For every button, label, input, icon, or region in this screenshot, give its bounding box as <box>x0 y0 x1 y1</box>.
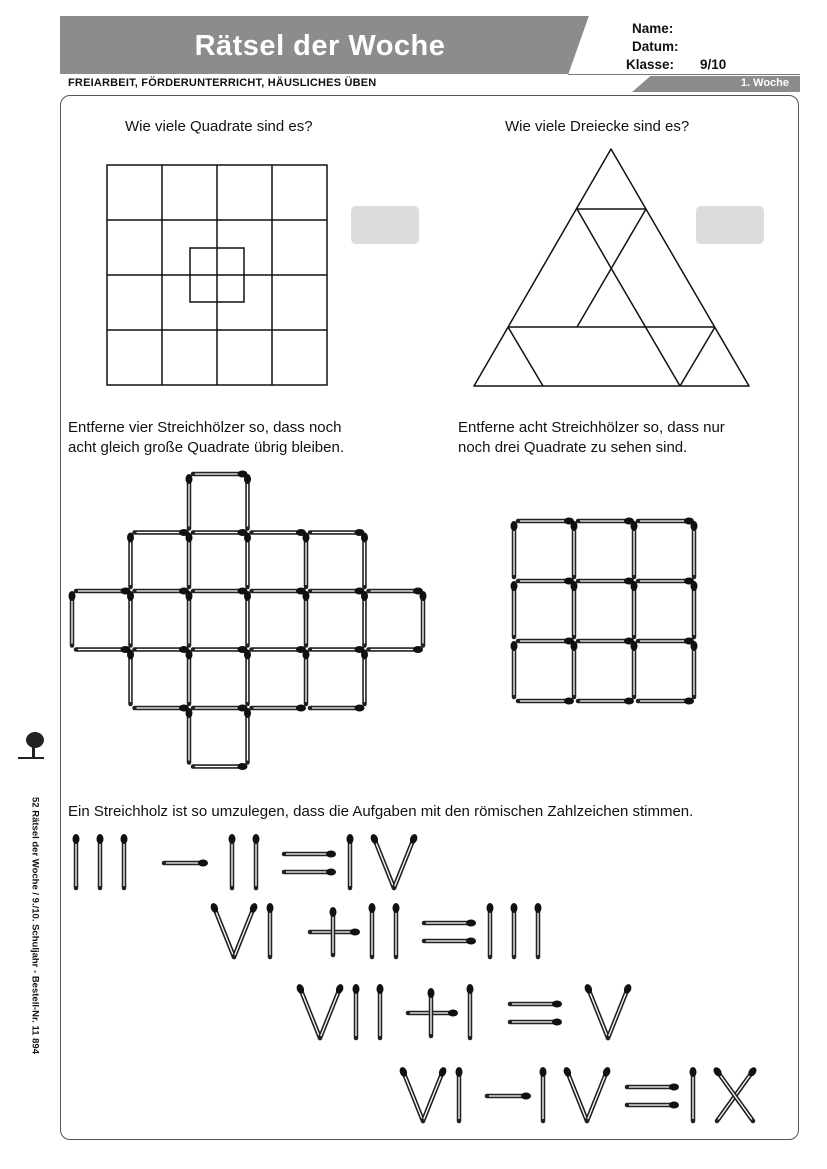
matchstick <box>587 1066 612 1121</box>
triangles-question: Wie viele Dreiecke sind es? <box>505 118 690 135</box>
matchstick <box>423 1066 448 1121</box>
date-label: Datum: <box>632 39 679 54</box>
matchstick <box>627 1102 679 1109</box>
matchstick <box>562 1066 587 1121</box>
match-puzzle-four-line2: acht gleich große Quadrate übrig bleiben. <box>68 439 345 456</box>
matchstick <box>540 1067 547 1121</box>
matchstick <box>712 1066 753 1121</box>
matchstick <box>690 1067 697 1121</box>
match-puzzle-four-line1: Entferne vier Streichhölzer so, dass noch <box>68 419 342 436</box>
roman-instruction: Ein Streichholz ist so umzulegen, dass die Aufgaben mit den römischen Zahlzeichen stimmen. <box>68 803 694 820</box>
page-title: Rätsel der Woche <box>194 30 446 62</box>
week-label: 1. Woche <box>740 77 789 89</box>
squares-question: Wie viele Quadrate sind es? <box>125 118 313 135</box>
subtitle: FREIARBEIT, FÖRDERUNTERRICHT, HÄUSLICHES ÜBEN <box>68 77 377 89</box>
name-label: Name: <box>632 21 674 36</box>
matchstick <box>487 1093 531 1100</box>
class-label: Klasse: <box>626 57 675 72</box>
side-footer <box>20 730 50 1100</box>
match-puzzle-eight-line2: noch drei Quadrate zu sehen sind. <box>458 439 688 456</box>
matchstick <box>627 1084 679 1091</box>
matchstick <box>398 1066 423 1121</box>
match-puzzle-eight-line1: Entferne acht Streichhölzer so, dass nur <box>458 419 725 436</box>
matchstick <box>717 1066 758 1121</box>
matchstick <box>456 1067 463 1121</box>
side-text: 52 Rätsel der Woche / 9./10. Schuljahr - Bestell-Nr. 11 894 <box>29 797 41 1054</box>
class-value: 9/10 <box>700 57 727 72</box>
